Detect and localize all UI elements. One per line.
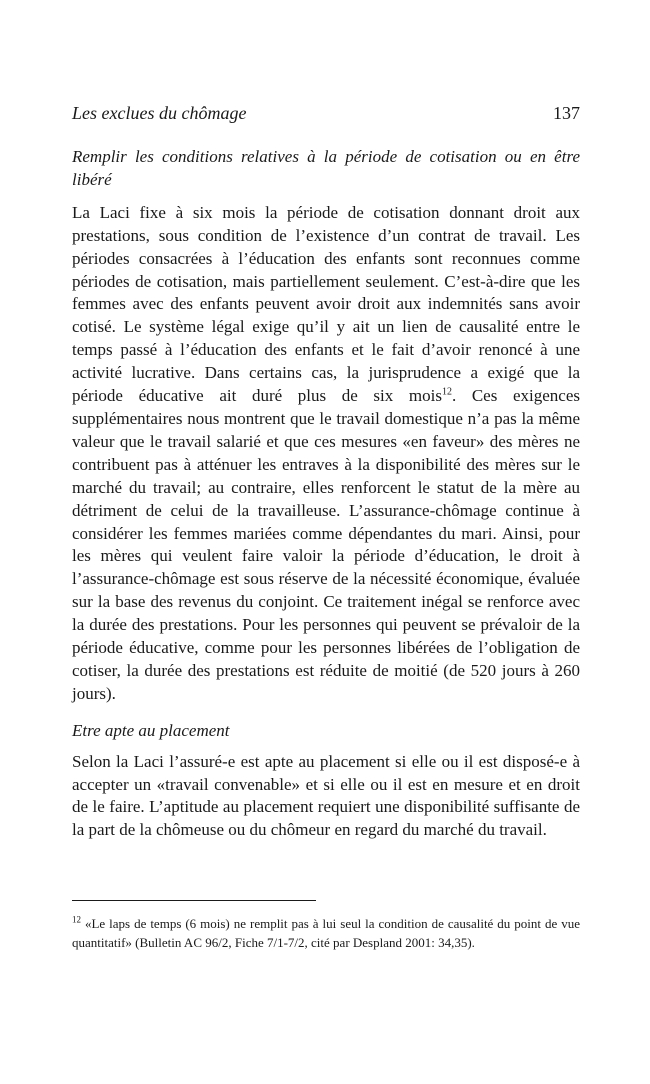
footnote-text: «Le laps de temps (6 mois) ne remplit pas à lui seul la condition de causalité du point de vue quantitatif» (Bulletin AC 96/2, Fiche 7/1-7/2, cité par Despland 2001: 34,35). [72,916,580,950]
paragraph-cotisation-part2: . Ces exigences supplémentaires nous montrent que le travail domestique n’a pas la même valeur que le travail salarié et que ces mesures «en faveur» des mères ne contribuent pas à atténuer les entraves à la disponibilité des mères sur le marché du travail; au contraire, elles renforcent le statut de la mère au détriment de celui de la travailleuse. L’assurance-chômage continue à considérer les femmes mariées comme dépendantes du mari. Ainsi, pour les mères qui veulent faire valoir la période d’éducation, le droit à l’assurance-chômage est sous réserve de la nécessité économique, évaluée sur la base des revenus du conjoint. Ce traitement inégal se renforce avec la durée des prestations. Pour les personnes qui peuvent se prévaloir de la période éducative, comme pour les personnes libérées de l’obligation de cotiser, la durée des prestations est réduite de moitié (de 520 jours à 260 jours). [72,386,580,703]
footnote-marker: 12 [72,914,81,925]
paragraph-cotisation [72,202,580,706]
paragraph-cotisation-part1: La Laci fixe à six mois la période de cotisation donnant droit aux prestations, sous condition de l’existence d’un contrat de travail. Les périodes consacrées à l’éducation des enfants sont reconnues comme périodes de cotisation, mais partiellement seulement. C’est-à-dire que les femmes avec des enfants peuvent avoir droit aux indemnités sans avoir cotisé. Le système légal exige qu’il y ait un lien de causalité entre le temps passé à l’éducation des enfants et le fait d’avoir renoncé à une activité lucrative. Dans certains cas, la jurisprudence a exigé que la période éducative ait duré plus de six mois [72,202,580,406]
footnote-reference[interactable]: 12 [441,386,452,398]
footnote-divider [72,900,316,901]
body-text [72,146,580,842]
paragraph-placement: Selon la Laci l’assuré-e est apte au placement si elle ou il est disposé-e à accepter un «travail convenable» et si elle ou il est en mesure et en droit de le faire. L’aptitude au placement requiert une disponibilité suffisante de la part de la chômeuse ou du chômeur en regard du marché du travail. [72,751,580,840]
section-heading-cotisation: Remplir les conditions relatives à la période de cotisation ou en être libéré [72,147,580,189]
page-number: 137 [553,103,580,123]
running-head [72,101,580,125]
running-title: Les exclues du chômage [72,103,247,123]
section-heading-placement: Etre apte au placement [72,720,230,740]
footnote [72,914,580,952]
